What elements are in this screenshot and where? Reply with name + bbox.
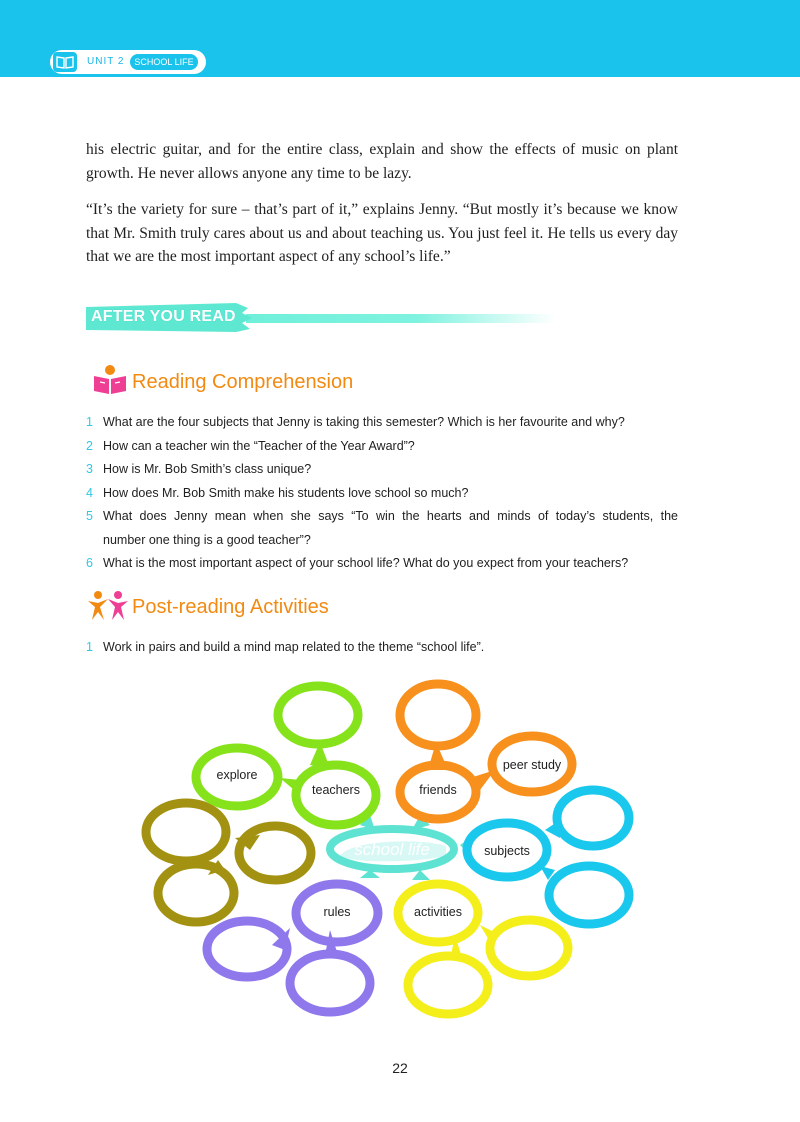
list-item: 5 What does Jenny mean when she says “To win the hearts and minds of today’s students, the number one thing is a good teacher”? — [86, 509, 678, 547]
list-item: 2 How can a teacher win the “Teacher of the Year Award”? — [86, 438, 415, 453]
mind-map-label-subjects: subjects — [484, 844, 530, 858]
activities-icon — [86, 590, 130, 622]
activity-list — [86, 636, 678, 660]
unit-label: UNIT 2 — [87, 56, 125, 67]
empty-bubble — [557, 790, 629, 846]
question-list — [86, 411, 678, 576]
unit-topic: SCHOOL LIFE — [130, 54, 198, 70]
list-item: 4 How does Mr. Bob Smith make his students love school so much? — [86, 485, 469, 500]
empty-bubble — [146, 803, 226, 861]
body-paragraph-1: his electric guitar, and for the entire class, explain and show the effects of music on plant growth. He never allows anyone any time to be lazy. — [86, 141, 678, 182]
empty-bubble — [158, 864, 234, 922]
header-bar — [0, 0, 800, 77]
list-item: 1 What are the four subjects that Jenny is taking this semester? Which is her favourite and why? — [86, 415, 625, 429]
list-item: 3 How is Mr. Bob Smith’s class unique? — [86, 462, 312, 476]
reading-icon — [92, 364, 128, 396]
mind-map-label-explore: explore — [216, 768, 258, 782]
book-icon — [53, 52, 77, 72]
mind-map-label-teachers: teachers — [312, 783, 360, 797]
list-item: 1 Work in pairs and build a mind map related to the theme “school life”. — [86, 640, 485, 654]
post-reading-title: Post-reading Activities — [132, 596, 329, 618]
mind-map-label-friends: friends — [419, 783, 457, 797]
mind-map — [130, 670, 650, 1030]
page-number: 22 — [392, 1060, 408, 1076]
mind-map-label-activities: activities — [414, 905, 462, 919]
empty-bubble — [490, 920, 568, 976]
mind-map-label-rules: rules — [323, 905, 351, 919]
list-item: 6 What is the most important aspect of your school life? What do you expect from your teachers? — [86, 556, 629, 570]
empty-bubble — [207, 921, 287, 977]
unit-badge — [50, 50, 206, 74]
after-you-read-banner — [86, 301, 556, 333]
empty-bubble — [408, 956, 488, 1014]
reading-comprehension-title: Reading Comprehension — [132, 371, 354, 393]
empty-bubble — [549, 866, 629, 924]
body-paragraph-2: “It’s the variety for sure – that’s part of it,” explains Jenny. “But mostly it’s because we know that Mr. Smith truly cares about us and about teaching us. You just feel it. He tells us every day that we are the most important aspect of any school’s life.” — [86, 201, 678, 265]
empty-bubble — [290, 954, 370, 1012]
empty-bubble — [239, 826, 311, 880]
mind-map-label-peer-study: peer study — [502, 758, 562, 772]
empty-bubble — [400, 684, 476, 746]
empty-bubble — [278, 686, 358, 744]
banner-label: AFTER YOU READ — [91, 308, 236, 325]
mind-map-center-label: school life — [354, 840, 430, 859]
